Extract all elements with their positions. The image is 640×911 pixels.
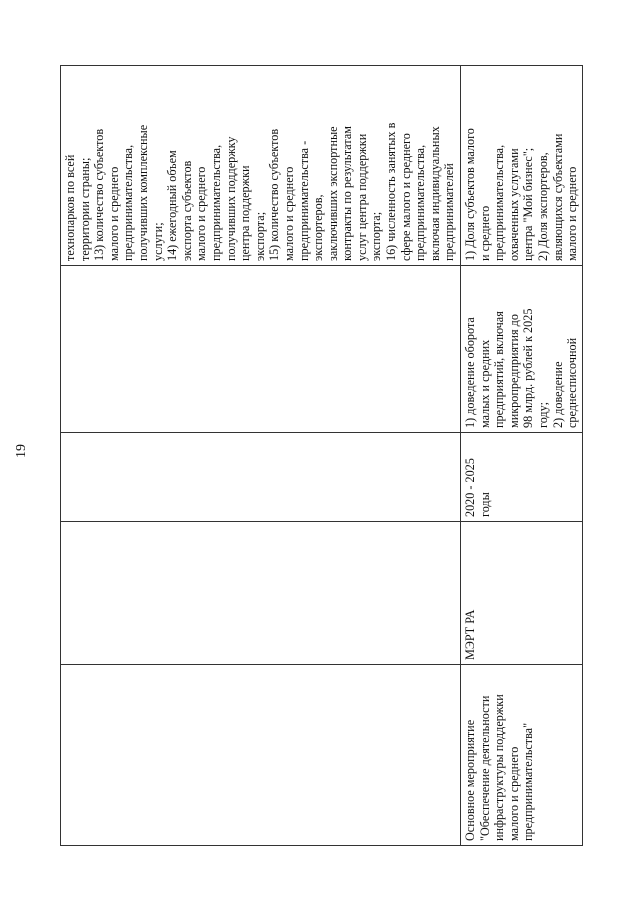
indicators-cell <box>61 66 461 266</box>
event-text: Основное мероприятие "Обеспечение деятельности инфраструктуры поддержки малого и среднего предпринимательства" <box>463 694 536 841</box>
indicators-cell <box>461 66 583 266</box>
period-text: 2020 - 2025 годы <box>463 458 492 517</box>
results-cell <box>61 266 461 433</box>
event-cell <box>61 665 461 846</box>
executor-cell <box>461 522 583 665</box>
page-number: 19 <box>14 444 29 458</box>
results-text: 1) доведение оборота малых и средних предприятий, включая микропредприятия до 98 млрд. рублей к 2025 году; 2) доведение среднесписочной <box>463 308 580 428</box>
executor-cell <box>61 522 461 665</box>
program-table <box>60 65 583 846</box>
period-cell <box>61 433 461 522</box>
rotated-table-block <box>60 66 580 846</box>
results-cell <box>461 266 583 433</box>
table-row <box>61 66 461 846</box>
table-row <box>461 66 583 846</box>
indicators-text: технопарков по всей территории страны; 13) количество субъектов малого и среднего предпринимательства, получивших комплексные услуги; 14) ежегодный объем экспорта субъектов малого и среднего предпринимательства, получивших поддержку центра поддержки экспорта; 15) количество субъектов малого и среднего предпринимательства - экспортеров, заключивших экспортные контракты по результатам услуг центра поддержки экспорта; 16) численность занятых в сфере малого и среднего предпринимательства, включая индивидуальных предпринимателей <box>63 122 457 261</box>
period-cell <box>461 433 583 522</box>
indicators-text: 1) Доля субъектов малого и среднего предпринимательства, охваченных услугами центра "Мой бизнес"; 2) Доля экспортеров, являющихся субъектами малого и среднего <box>463 128 580 261</box>
executor-text: МЭРТ РА <box>463 609 477 660</box>
event-cell <box>461 665 583 846</box>
